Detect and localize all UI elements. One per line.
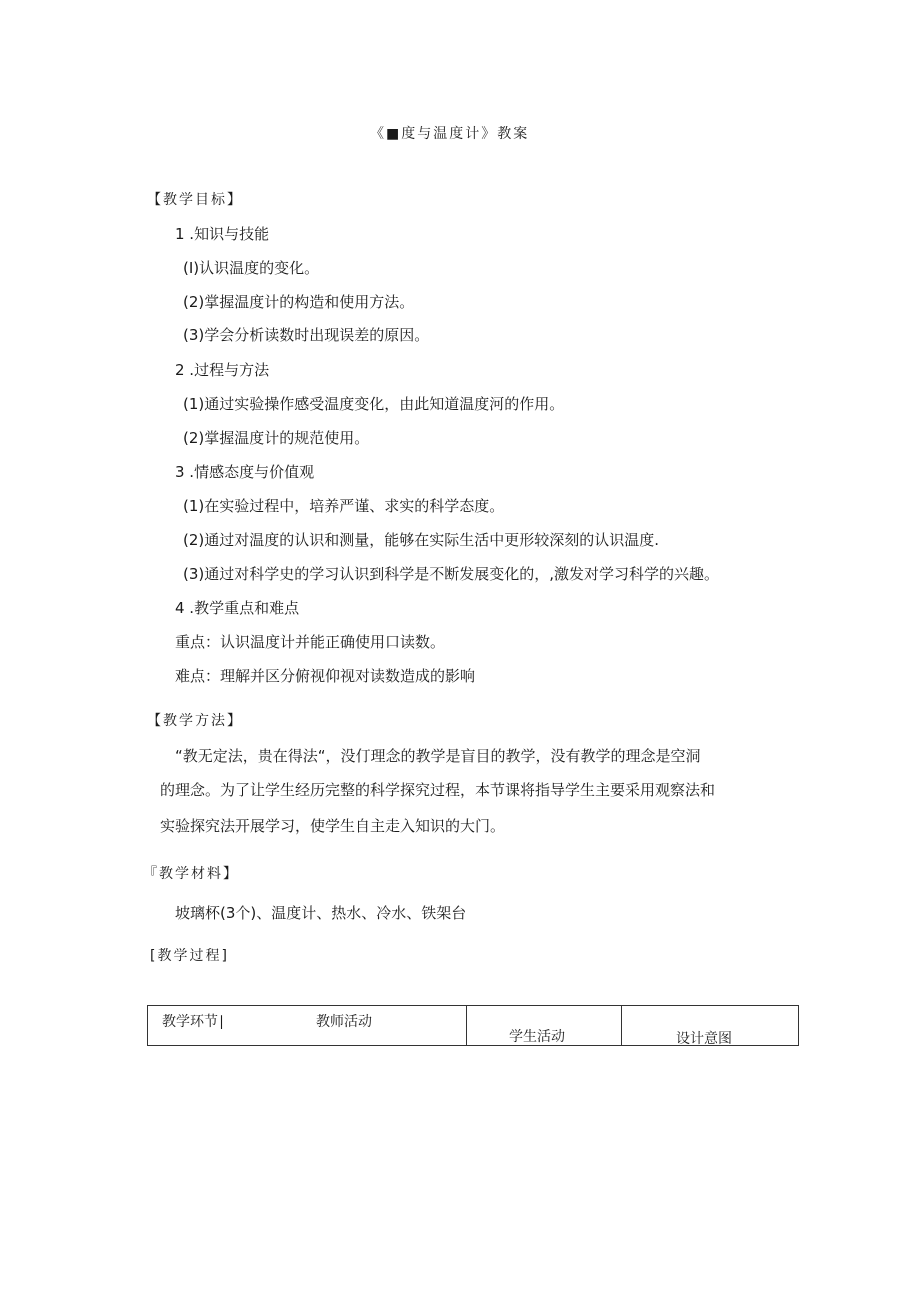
objective-line: 3 .情感态度与价值观 [175,463,315,481]
objective-line: (I)认识温度的变化。 [183,259,320,277]
objective-line: 4 .教学重点和难点 [175,599,300,617]
table-header-cell [622,1006,799,1046]
objective-line: (3)通过对科学史的学习认识到科学是不断发展变化的，,激发对学习科学的兴趣。 [183,565,720,583]
table-header-cell [148,1006,467,1046]
process-table [147,1005,799,1046]
key-point: 重点：认识温度计并能正确使用口读数。 [175,633,446,651]
objective-line: 2 .过程与方法 [175,361,270,379]
objectives-heading: 【教学目标】 [147,192,243,208]
method-paragraph-line: 实验探究法开展学习，使学生自主走入知识的大门。 [160,817,506,835]
materials-text: 坡璃杯(3个)、温度计、热水、冷水、铁架台 [175,904,467,922]
objective-line: (1)在实验过程中，培养严谨、求实的科学态度。 [183,497,505,515]
column-header-stage: 教学环节∣ [162,1014,225,1030]
page-title: 《■度与温度计》教案 [370,126,530,142]
table-row [148,1006,799,1046]
materials-heading: 『教学材料】 [143,866,239,882]
method-heading: 【教学方法】 [147,713,243,729]
objective-line: (2)掌握温度计的规范使用。 [183,429,370,447]
objective-line: (2)通过对温度的认识和测量，能够在实际生活中更形较深刻的认识温度. [183,531,660,549]
objective-line: (1)通过实验操作感受温度变化，由此知道温度河的作用。 [183,395,565,413]
objective-line: (2)掌握温度计的构造和使用方法。 [183,293,415,311]
method-paragraph-line: 的理念。为了让学生经历完整的科学探究过程，本节课将指导学生主要采用观察法和 [160,781,716,799]
method-paragraph-line: “教无定法，贵在得法“，没仃理念的教学是盲目的教学，没有教学的理念是空洞 [175,747,701,765]
objective-line: 1 .知识与技能 [175,225,270,243]
objective-line: (3)学会分析读数时出现误差的原因。 [183,326,430,344]
column-header-design: 设计意图 [676,1031,732,1047]
process-heading: [教学过程] [150,948,229,964]
column-header-teacher: 教师活动 [316,1014,372,1030]
difficult-point: 难点：理解并区分俯视仰视对读数造成的影响 [175,667,476,685]
table-header-cell [467,1006,622,1046]
column-header-student: 学生活动 [509,1029,565,1045]
